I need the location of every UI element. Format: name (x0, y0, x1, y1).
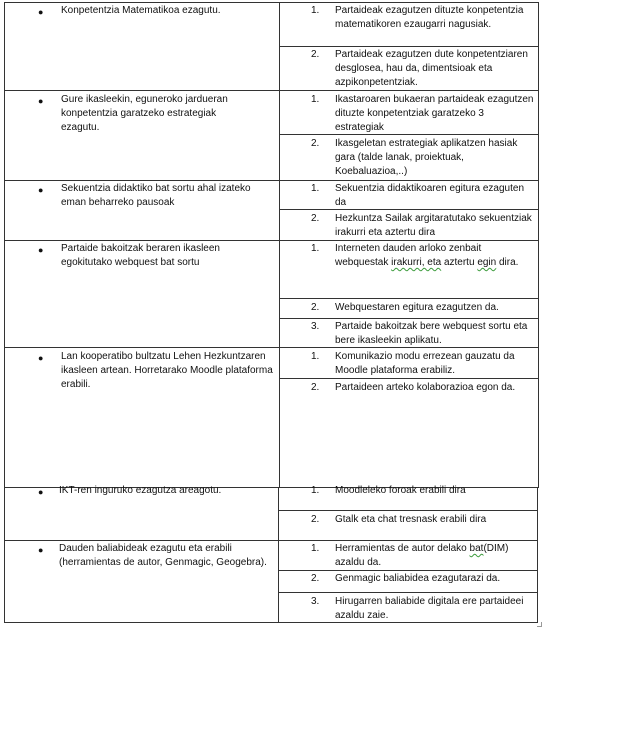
list-number: 1. (311, 5, 320, 16)
table-border (4, 240, 538, 241)
objective-text: Gure ikasleekin, eguneroko jardueran konpetentzia garatzeko estrategiak ezagutu. (61, 94, 228, 133)
indicator-text: Webquestaren egitura ezagutzen da. (335, 302, 499, 313)
table-border (279, 378, 538, 379)
objective-text: Dauden baliabideak ezagutu eta erabili (herramientas de autor, Genmagic, Geogebra). (59, 543, 267, 568)
list-number: 2. (311, 49, 320, 60)
table-border (278, 487, 279, 623)
table-border (4, 90, 538, 91)
objective-text: Sekuentzia didaktiko bat sortu ahal izateko eman beharreko pausoak (61, 183, 251, 208)
bullet-icon: ● (38, 353, 44, 363)
list-number: 2. (311, 213, 320, 224)
table-border (538, 2, 539, 488)
list-number: 1. (311, 485, 320, 496)
spellcheck-word: egin (477, 257, 497, 268)
spellcheck-word: irakurri, eta (391, 257, 442, 268)
indicator-text-part: Herramientas de autor delako (335, 543, 470, 554)
indicator-text: Hezkuntza Sailak argitaratutako sekuentziak irakurri eta aztertu dira (335, 213, 532, 238)
indicator-text: Partaideen arteko kolaborazioa egon da. (335, 382, 516, 393)
table-border (4, 487, 5, 623)
objective-text: Partaide bakoitzak beraren ikasleen egokitutako webquest bat sortu (61, 243, 220, 268)
table-border (279, 318, 538, 319)
list-number: 1. (311, 543, 320, 554)
indicator-text: Partaide bakoitzak bere webquest sortu eta bere ikasleekin aplikatu. (335, 321, 528, 346)
bullet-icon: ● (38, 487, 44, 497)
bullet-icon: ● (38, 7, 44, 17)
bullet-icon: ● (38, 245, 44, 255)
indicator-text (335, 542, 535, 570)
table-border (279, 46, 538, 47)
list-number: 2. (311, 573, 320, 584)
indicator-text-part: (DIM) azaldu da. (335, 543, 509, 568)
bullet-icon: ● (38, 185, 44, 195)
objective-text: Konpetentzia Matematikoa ezagutu. (61, 5, 221, 16)
list-number: 3. (311, 321, 320, 332)
page-corner-mark (537, 622, 542, 627)
indicator-text: Ikastaroaren bukaeran partaideak ezagutzen dituzte konpetentziak garatzeko 3 estrategiak (335, 94, 534, 133)
table-border (279, 510, 537, 511)
indicator-text: Komunikazio modu errezean gauzatu da Moodle plataforma erabiliz. (335, 351, 515, 376)
table-border (279, 592, 537, 593)
objective-text: Lan kooperatibo bultzatu Lehen Hezkuntzaren ikasleen artean. Horretarako Moodle plataforma erabili. (61, 351, 273, 390)
spellcheck-word: bat (469, 543, 484, 554)
table-border (279, 2, 280, 488)
list-number: 1. (311, 183, 320, 194)
list-number: 3. (311, 596, 320, 607)
indicator-text: Moodleleko foroak erabili dira (335, 485, 466, 496)
indicator-text: Hirugarren baliabide digitala ere partaideei azaldu zaie. (335, 596, 524, 621)
table-border (279, 298, 538, 299)
table-border (4, 2, 5, 488)
indicator-text: Sekuentzia didaktikoaren egitura ezaguten da (335, 183, 525, 208)
indicator-text-part: aztertu (441, 257, 478, 268)
list-number: 2. (311, 514, 320, 525)
indicator-text: Partaideak ezagutzen dute konpetentziaren desglosea, hau da, dimentsioak eta azpikonpetentziak. (335, 49, 528, 88)
indicator-text: Partaideak ezagutzen dituzte konpetentzia matematikoren ezaugarri nagusiak. (335, 5, 524, 30)
table-border (4, 2, 538, 3)
list-number: 1. (311, 351, 320, 362)
indicator-text-part: dira. (496, 257, 519, 268)
indicator-text: Ikasgeletan estrategiak aplikatzen hasiak gara (talde lanak, proiektuak, Koebaluazioa,..) (335, 138, 518, 177)
indicator-text-part: Interneten dauden arloko zenbait webquestak (335, 243, 482, 268)
table-border (537, 487, 538, 623)
table-border (4, 540, 537, 541)
list-number: 1. (311, 243, 320, 254)
list-number: 1. (311, 94, 320, 105)
indicator-text (335, 242, 535, 270)
indicator-text: Genmagic baliabidea ezagutarazi da. (335, 573, 501, 584)
indicator-text: Gtalk eta chat tresnask erabili dira (335, 514, 487, 525)
list-number: 2. (311, 302, 320, 313)
bullet-icon: ● (38, 96, 44, 106)
bullet-icon: ● (38, 545, 44, 555)
table-border (4, 180, 538, 181)
table-border (279, 570, 537, 571)
objective-text: IKT-ren inguruko ezagutza areagotu. (59, 485, 222, 496)
list-number: 2. (311, 382, 320, 393)
list-number: 2. (311, 138, 320, 149)
